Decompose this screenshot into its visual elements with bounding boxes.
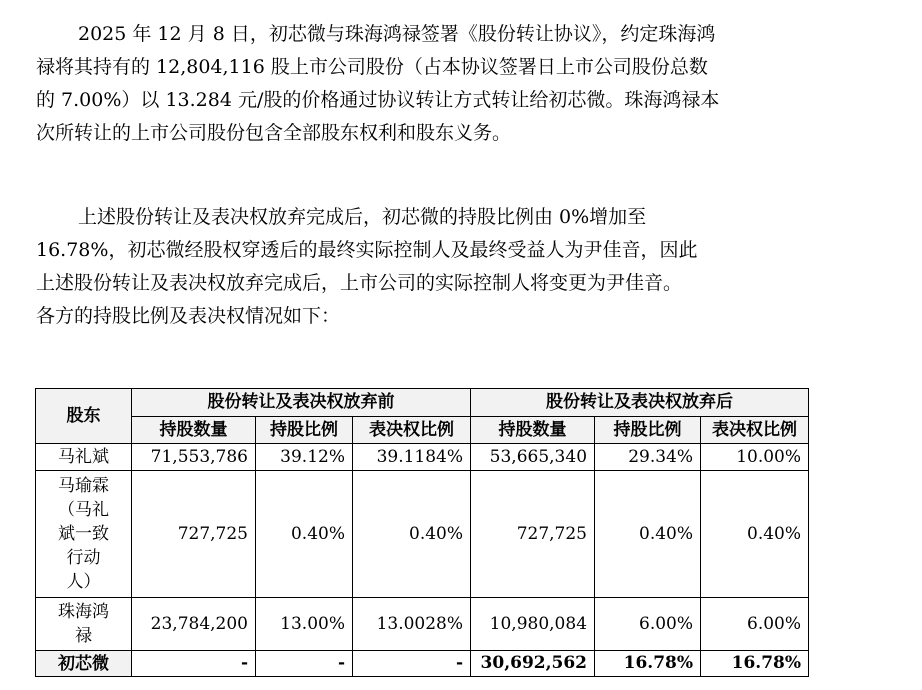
name-line: 珠海鸿 bbox=[58, 602, 109, 622]
header-ratio-before: 持股比例 bbox=[256, 417, 353, 444]
name-line: 行动 bbox=[66, 548, 101, 568]
table-cell: 10,980,084 bbox=[471, 598, 595, 651]
table-cell: 39.12% bbox=[256, 444, 353, 471]
shareholder-name bbox=[36, 471, 132, 598]
table-row bbox=[36, 444, 809, 471]
table-cell: 6.00% bbox=[595, 598, 701, 651]
name-line: 马瑜霖 bbox=[58, 476, 109, 496]
table-cell: 29.34% bbox=[595, 444, 701, 471]
table-cell: 727,725 bbox=[471, 471, 595, 598]
paragraph-line: 次所转让的上市公司股份包含全部股东权利和股东义务。 bbox=[36, 122, 512, 144]
header-ratio-after: 持股比例 bbox=[595, 417, 701, 444]
table-cell: 0.40% bbox=[701, 471, 809, 598]
header-shareholder: 股东 bbox=[36, 389, 132, 444]
table-row bbox=[36, 598, 809, 651]
table-cell: 23,784,200 bbox=[132, 598, 256, 651]
table-cell: 16.78% bbox=[701, 651, 809, 677]
table-cell: 71,553,786 bbox=[132, 444, 256, 471]
table-cell: - bbox=[353, 651, 471, 677]
name-line: 禄 bbox=[75, 626, 92, 646]
table-cell: - bbox=[256, 651, 353, 677]
table-cell: - bbox=[132, 651, 256, 677]
shareholder-name bbox=[36, 651, 132, 677]
header-voting-before: 表决权比例 bbox=[353, 417, 471, 444]
table-cell: 30,692,562 bbox=[471, 651, 595, 677]
table-subheader-row bbox=[36, 417, 809, 444]
header-shares-before: 持股数量 bbox=[132, 417, 256, 444]
table-header-row bbox=[36, 389, 809, 417]
name-line: （马礼 bbox=[58, 500, 109, 520]
table-cell: 13.0028% bbox=[353, 598, 471, 651]
table-cell: 10.00% bbox=[701, 444, 809, 471]
header-shares-after: 持股数量 bbox=[471, 417, 595, 444]
header-voting-after: 表决权比例 bbox=[701, 417, 809, 444]
name-line: 初芯微 bbox=[58, 653, 109, 674]
table-cell: 0.40% bbox=[595, 471, 701, 598]
table-row bbox=[36, 651, 809, 677]
paragraph-line: 16.78%，初芯微经股权穿透后的最终实际控制人及最终受益人为尹佳音，因此 bbox=[36, 239, 698, 261]
shareholder-name bbox=[36, 598, 132, 651]
table-cell: 13.00% bbox=[256, 598, 353, 651]
table-cell: 16.78% bbox=[595, 651, 701, 677]
paragraph-line: 禄将其持有的 12,804,116 股上市公司股份（占本协议签署日上市公司股份总数 bbox=[36, 56, 708, 78]
name-line: 斌一致 bbox=[58, 524, 109, 544]
table-cell: 53,665,340 bbox=[471, 444, 595, 471]
table-row bbox=[36, 471, 809, 598]
table-cell: 727,725 bbox=[132, 471, 256, 598]
paragraph-control-change bbox=[36, 201, 816, 333]
paragraph-line: 各方的持股比例及表决权情况如下： bbox=[36, 305, 341, 327]
paragraph-line: 2025 年 12 月 8 日，初芯微与珠海鸿禄签署《股份转让协议》，约定珠海鸿 bbox=[78, 23, 716, 45]
table-cell: 0.40% bbox=[353, 471, 471, 598]
paragraph-line: 上述股份转让及表决权放弃完成后，上市公司的实际控制人将变更为尹佳音。 bbox=[36, 272, 683, 294]
table-cell: 0.40% bbox=[256, 471, 353, 598]
shareholder-name bbox=[36, 444, 132, 471]
paragraph-line: 的 7.00%）以 13.284 元/股的价格通过协议转让方式转让给初芯微。珠海鸿禄本 bbox=[36, 89, 720, 111]
table-cell: 39.1184% bbox=[353, 444, 471, 471]
paragraph-line: 上述股份转让及表决权放弃完成后，初芯微的持股比例由 0%增加至 bbox=[78, 206, 647, 228]
shareholding-table bbox=[35, 388, 809, 677]
paragraph-agreement bbox=[36, 18, 816, 150]
table-cell: 6.00% bbox=[701, 598, 809, 651]
name-line: 人） bbox=[66, 572, 101, 592]
header-group-after: 股份转让及表决权放弃后 bbox=[471, 389, 809, 417]
header-group-before: 股份转让及表决权放弃前 bbox=[132, 389, 471, 417]
name-line: 马礼斌 bbox=[58, 447, 109, 467]
